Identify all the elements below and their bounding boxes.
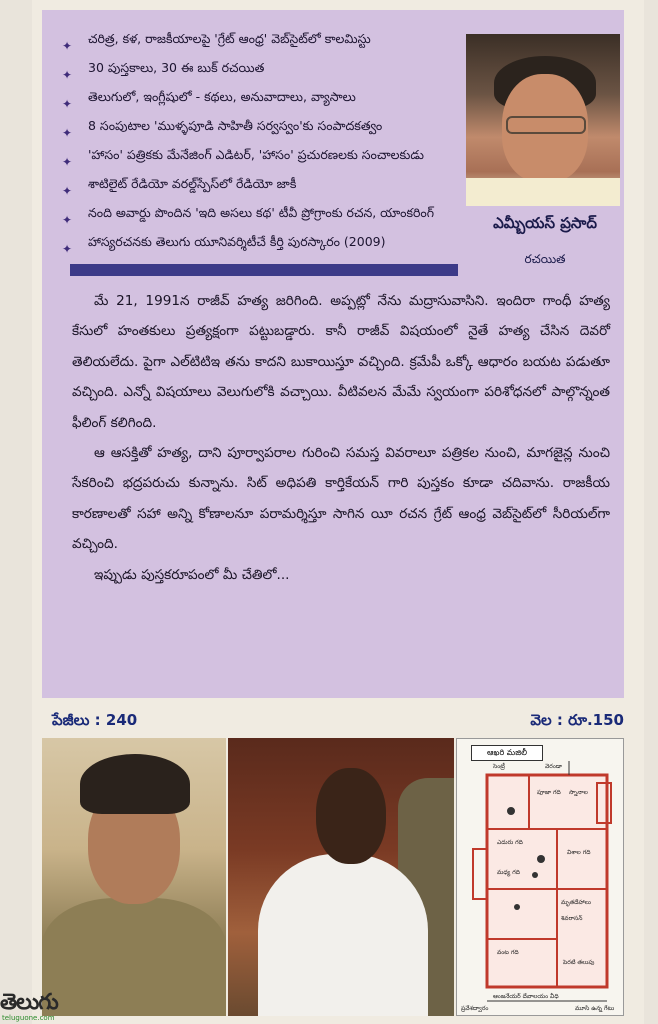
- blurb-paragraph: ఆ ఆసక్తితో హత్య, దాని పూర్వాపరాల గురించి సమస్త వివరాలూ పత్రికల నుంచి, మాగజైన్ల నుంచి సేకరించి భద్రపరుచు కున్నాను. సిట్ అధిపతి కార్తికేయన్ గారి పుస్తకం కూడా చదివాను. రాజకీయ కారణాలతో సహా అన్ని కోణాలనూ పరామర్శిస్తూ సాగిన యీ రచన గ్రేట్ ఆంధ్ర వెబ్‌సైట్‌లో సీరియల్‌గా వచ్చింది.: [72, 445, 610, 553]
- page-count: పేజీలు : 240: [52, 711, 138, 729]
- credential-item: ✦ తెలుగులో, ఇంగ్లీషులో - కథలు, అనువాదాలు, వ్యాసాలు: [62, 82, 462, 111]
- price: వెల : రూ.150: [530, 711, 624, 729]
- floor-plan-label: మధ్య గది: [497, 869, 520, 876]
- credential-item: ✦ శాటిలైట్ రేడియో వరల్డ్‌స్పేస్‌లో రేడియో జాకీ: [62, 169, 462, 198]
- diamond-bullet-icon: ✦: [62, 155, 73, 169]
- page-edge-left: [0, 0, 32, 1024]
- blurb-paragraph: మే 21, 1991న రాజీవ్ హత్య జరిగింది. అప్పట్లో నేను మద్రాసువాసిని. ఇందిరా గాంధీ హత్య కేసులో హంతకులు ప్రత్యక్షంగా పట్టుబడ్డారు. కానీ రాజీవ్ విషయంలో నైతే హత్య చేసిన దెవరో తెలియలేదు. పైగా ఎల్‌టిటిఇ తను కాదని బుకాయిస్తూ వచ్చింది. క్రమేపీ ఒక్కో ఆధారం బయట పడుతూ వచ్చింది. ఎన్నో విషయాలు వెలుగులోకి వచ్చాయి. వీటివలన మేమే స్వయంగా పరిశోధనలో పాల్గొన్నంత ఫీలింగ్ కలిగింది.: [72, 293, 610, 431]
- diamond-bullet-icon: ✦: [62, 68, 73, 82]
- floor-plan-label: ఆంజనేయర్ దేవాలయం వీధి: [493, 993, 559, 1000]
- floor-plan-label: సెంట్రీ: [493, 763, 505, 770]
- floor-plan-label: స్నానాల: [569, 789, 588, 796]
- diamond-bullet-icon: ✦: [62, 97, 73, 111]
- watermark-logo: తెలుగు: [0, 990, 58, 1015]
- credential-item: ✦ 30 పుస్తకాలు, 30 ఈ బుక్ రచయిత: [62, 53, 462, 82]
- floor-plan-label: ఎదురు గది: [497, 839, 523, 846]
- diamond-bullet-icon: ✦: [62, 126, 73, 140]
- blurb-text: [72, 286, 610, 590]
- blurb-paragraph: ఇప్పుడు పుస్తకరూపంలో మీ చేతిలో...: [94, 566, 290, 583]
- floor-plan-label: పూజా గది: [537, 789, 561, 796]
- diamond-bullet-icon: ✦: [62, 242, 73, 256]
- floor-plan-label: వెరండా: [545, 763, 562, 770]
- suspect-photo: [228, 738, 454, 1016]
- floor-plan-label: మూసి ఉన్న గేటు: [575, 1005, 615, 1012]
- author-photo: [466, 34, 620, 206]
- watermark-url: teluguone.com: [2, 1014, 55, 1022]
- floor-plan-label: విశాల గది: [567, 849, 591, 856]
- credential-item: ✦ 'హాసం' పత్రికకు మేనేజింగ్ ఎడిటర్, 'హాసం' ప్రచురణలకు సంచాలకుడు: [62, 140, 462, 169]
- floor-plan-label: మృతదేహాలు: [561, 899, 591, 906]
- credential-item: ✦ చరిత్ర, కళ, రాజకీయాలపై 'గ్రేట్ ఆంధ్ర' వెబ్‌సైట్‌లో కాలమిస్టు: [62, 24, 462, 53]
- diamond-bullet-icon: ✦: [62, 213, 73, 227]
- author-role: రచయిత: [524, 252, 566, 266]
- floor-plan-label: పెరటి తలుపు: [563, 959, 595, 966]
- officer-photo: [42, 738, 226, 1016]
- credential-item: ✦ నంది అవార్డు పొందిన 'ఇది అసలు కథ' టీవీ ప్రోగ్రాంకు రచన, యాంకరింగ్: [62, 198, 462, 227]
- credential-item: ✦ 8 సంపుటాల 'ముళ్ళపూడి సాహితీ సర్వస్వం'కు సంపాదకత్వం: [62, 111, 462, 140]
- floor-plan-title: ఆఖరి మజిలీ: [471, 745, 543, 761]
- author-credentials-list: [62, 24, 462, 256]
- diamond-bullet-icon: ✦: [62, 184, 73, 198]
- floor-plan-label: శివరాసన్: [561, 915, 583, 922]
- glasses-icon: [506, 116, 586, 134]
- author-name: ఎమ్బీయస్ ప్రసాద్: [493, 214, 597, 232]
- section-divider: [70, 264, 458, 276]
- house-floor-plan: [456, 738, 624, 1016]
- floor-plan-label: ప్రవేశద్వారం: [461, 1005, 489, 1012]
- credential-item: ✦ హాస్యరచనకు తెలుగు యూనివర్శిటీచే కీర్తి పురస్కారం (2009): [62, 227, 462, 256]
- floor-plan-label: వంట గది: [497, 949, 519, 956]
- page-edge-right: [644, 0, 658, 1024]
- diamond-bullet-icon: ✦: [62, 39, 73, 53]
- floor-plan-drawing: [457, 739, 625, 1017]
